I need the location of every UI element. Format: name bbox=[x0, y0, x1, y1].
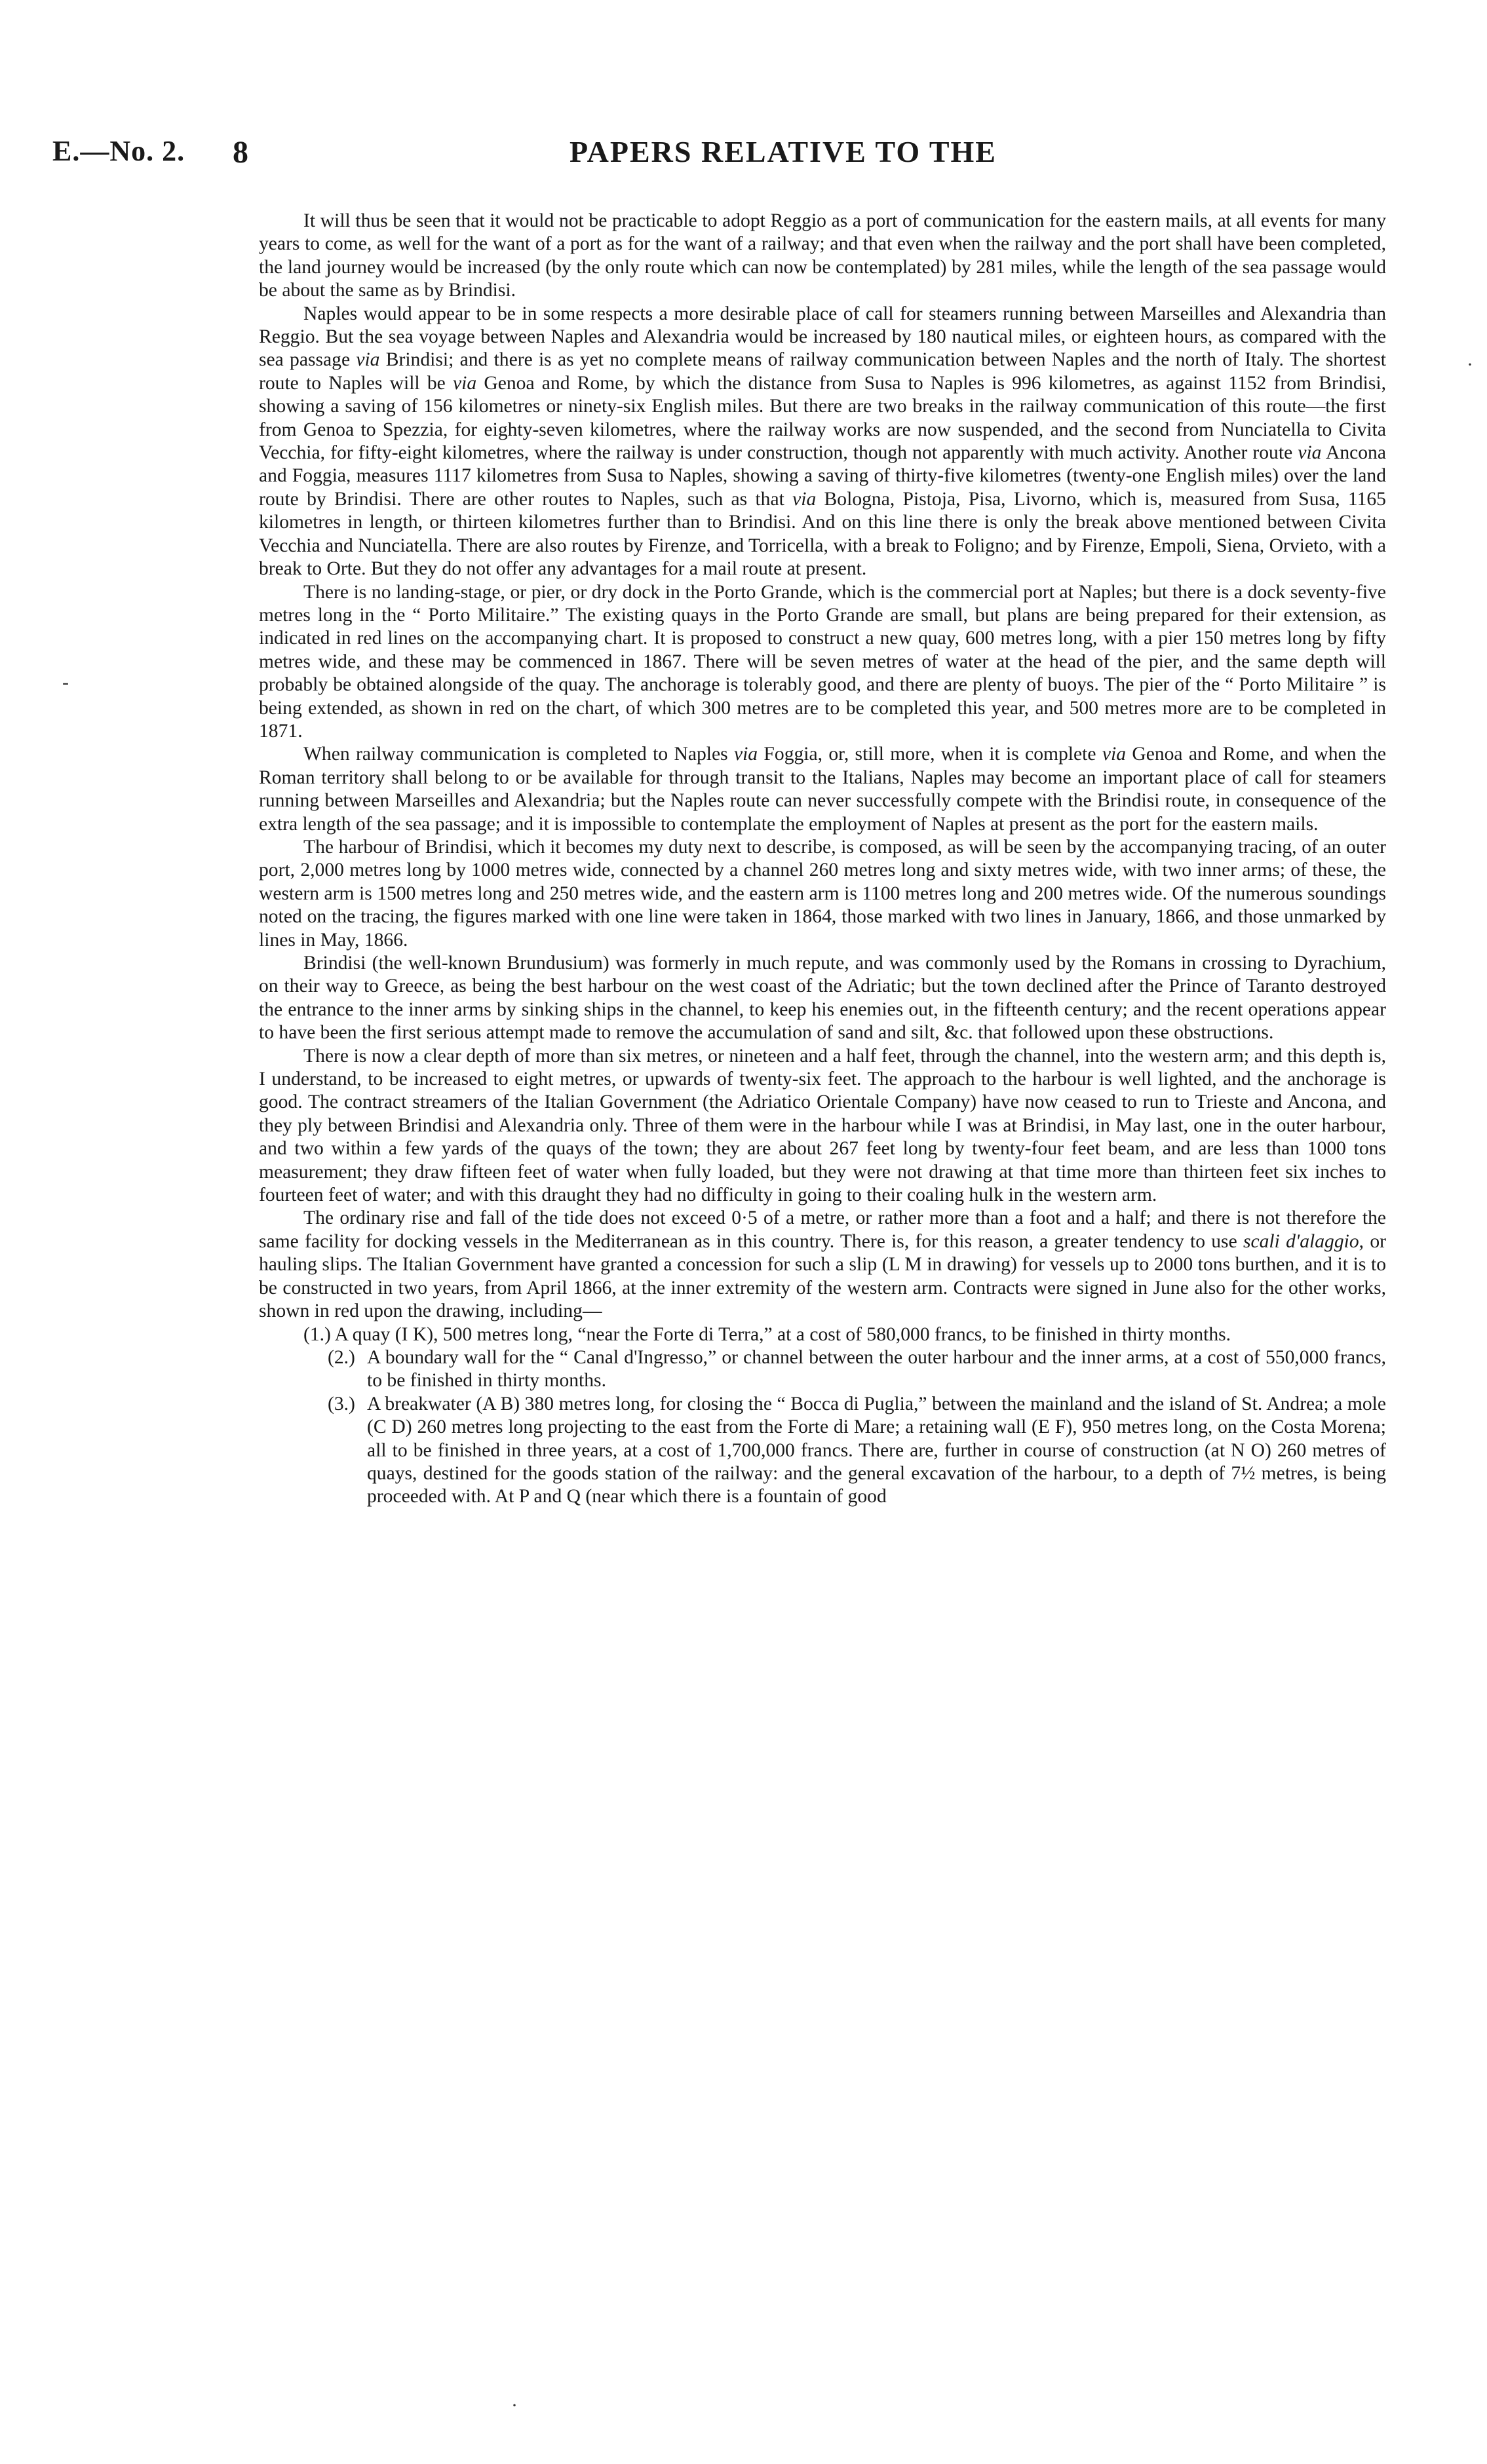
list-item-text: A breakwater (A B) 380 metres long, for closing the “ Bocca di Puglia,” between the mainland and the island of St. Andrea; a mole (C D) 260 metres long projecting to the east from the Forte di Mare; a retaining wall (E F), 950 metres long, on the Costa Morena; all to be finished in three years, at a cost of 1,700,000 francs. There are, further in course of construction (at N O) 260 metres of quays, destined for the goods station of the railway: and the general excavation of the harbour, to a depth of 7½ metres, is being proceeded with. At P and Q (near which there is a fountain of good bbox=[367, 1393, 1386, 1507]
page-number: 8 bbox=[233, 135, 248, 170]
body-text bbox=[259, 210, 1386, 1509]
paragraph: When railway communication is completed to Naples via Foggia, or, still more, when it is complete via Genoa and Rome, and when the Roman territory shall belong to or be available for through transit to the Italians, Naples may become an important place of call for steamers running between Marseilles and Alexandria; but the Naples route can never successfully compete with the Brindisi route, in consequence of the extra length of the sea passage; and it is impossible to contemplate the employment of Naples at present as the port for the eastern mails. bbox=[259, 744, 1386, 835]
list-item-text: A boundary wall for the “ Canal d'Ingresso,” or channel between the outer harbour and the inner arms, at a cost of 550,000 francs, to be finished in thirty months. bbox=[367, 1346, 1386, 1392]
list-item-number: (3.) bbox=[328, 1393, 355, 1414]
list-item-text: A quay (I K), 500 metres long, “near the Forte di Terra,” at a cost of 580,000 francs, to be finished in thirty months. bbox=[334, 1323, 1231, 1345]
paragraph: It will thus be seen that it would not be practicable to adopt Reggio as a port of communication for the eastern mails, at all events for many years to come, as well for the want of a port as for the want of a railway; and that even when the railway and the port shall have been completed, the land journey would be increased (by the only route which can now be contemplated) by 281 miles, while the length of the sea passage would be about the same as by Brindisi. bbox=[259, 210, 1386, 301]
running-title: PAPERS RELATIVE TO THE bbox=[570, 135, 997, 168]
list-item-number: (2.) bbox=[328, 1346, 355, 1368]
paragraph: There is no landing-stage, or pier, or dry dock in the Porto Grande, which is the commercial port at Naples; but there is a dock seventy-five metres long in the “ Porto Militaire.” The existing quays in the Porto Grande are small, but plans are being prepared for their extension, as indicated in red lines on the accompanying chart. It is proposed to construct a new quay, 600 metres long, with a pier 150 metres long by fifty metres wide, and these may be commenced in 1867. There will be seven metres of water at the head of the pier, and the same depth will probably be obtained alongside of the quay. The anchorage is tolerably good, and there are plenty of buoys. The pier of the “ Porto Militaire ” is being extended, as shown in red on the chart, of which 300 metres are to be completed this year, and 500 metres more are to be completed in 1871. bbox=[259, 581, 1386, 742]
list-item bbox=[259, 1393, 1386, 1509]
margin-mark: · bbox=[1467, 354, 1473, 375]
paragraph: Naples would appear to be in some respects a more desirable place of call for steamers running between Marseilles and Alexandria than Reggio. But the sea voyage between Naples and Alexandria would be increased by 180 nautical miles, or eighteen hours, as compared with the sea passage via Brindisi; and there is as yet no complete means of railway communication between Naples and the north of Italy. The shortest route to Naples will be via Genoa and Rome, by which the distance from Susa to Naples is 996 kilometres, as against 1152 from Brindisi, showing a saving of 156 kilometres or ninety-six English miles. But there are two breaks in the railway communication of this route—the first from Genoa to Spezzia, for eighty-seven kilometres, where the railway works are now suspended, and the second from Nunciatella to Civita Vecchia, for fifty-eight kilometres, where the railway is under construction, though not apparently with much activity. Another route via Ancona and Foggia, measures 1117 kilometres from Susa to Naples, showing a saving of thirty-five kilometres (twenty-one English miles) over the land route by Brindisi. There are other routes to Naples, such as that via Bologna, Pistoja, Pisa, Livorno, which is, measured from Susa, 1165 kilometres in length, or thirteen kilometres further than to Brindisi. And on this line there is only the break above mentioned between Civita Vecchia and Nunciatella. There are also routes by Firenze, and Torricella, with a break to Foligno; and by Firenze, Empoli, Siena, Orvieto, with a break to Orte. But they do not offer any advantages for a mail route at present. bbox=[259, 303, 1386, 580]
paragraph: Brindisi (the well-known Brundusium) was formerly in much repute, and was commonly used by the Romans in crossing to Dyrachium, on their way to Greece, as being the best harbour on the west coast of the Adriatic; but the town declined after the Prince of Taranto destroyed the entrance to the inner arms by sinking ships in the channel, to keep his enemies out, in the fifteenth century; and the recent operations appear to have been the first serious attempt made to remove the accumulation of sand and silt, &c. that followed upon these obstructions. bbox=[259, 953, 1386, 1044]
document-reference: E.—No. 2. bbox=[52, 135, 185, 167]
paragraph: There is now a clear depth of more than six metres, or nineteen and a half feet, through the channel, into the western arm; and this depth is, I understand, to be increased to eight metres, or upwards of twenty-six feet. The approach to the harbour is well lighted, and the anchorage is good. The contract streamers of the Italian Government (the Adriatico Orientale Company) have now ceased to run to Trieste and Ancona, and they ply between Brindisi and Alexandria only. Three of them were in the harbour while I was at Brindisi, in May last, one in the outer harbour, and two within a few yards of the quays of the town; they are about 267 feet long by twenty-four feet beam, and are less than 1000 tons measurement; they draw fifteen feet of water when fully loaded, but they were not drawing at that time more than thirteen feet six inches to fourteen feet of water; and with this draught they had no difficulty in going to their coaling hulk in the western arm. bbox=[259, 1045, 1386, 1206]
margin-mark: - bbox=[62, 672, 69, 693]
list-item bbox=[259, 1346, 1386, 1393]
margin-mark: · bbox=[511, 2395, 518, 2416]
list-item-number: (1.) bbox=[303, 1323, 331, 1345]
paragraph: The ordinary rise and fall of the tide does not exceed 0·5 of a metre, or rather more than a foot and a half; and there is not therefore the same facility for docking vessels in the Mediterranean as in this country. There is, for this reason, a greater tendency to use scali d'alaggio, or hauling slips. The Italian Government have granted a concession for such a slip (L M in drawing) for vessels up to 2000 tons burthen, and it is to be constructed in two years, from April 1866, at the inner extremity of the western arm. Contracts were signed in June also for the other works, shown in red upon the drawing, including— bbox=[259, 1207, 1386, 1322]
paragraph: The harbour of Brindisi, which it becomes my duty next to describe, is composed, as will be seen by the accompanying tracing, of an outer port, 2,000 metres long by 1000 metres wide, connected by a channel 260 metres long and sixty metres wide, with two inner arms; of these, the western arm is 1500 metres long and 250 metres wide, and the eastern arm is 1100 metres long and 200 metres wide. Of the numerous soundings noted on the tracing, the figures marked with one line were taken in 1864, those marked with two lines in January, 1866, and those unmarked by lines in May, 1866. bbox=[259, 836, 1386, 951]
list-item bbox=[259, 1323, 1386, 1346]
page-header bbox=[52, 134, 1435, 174]
